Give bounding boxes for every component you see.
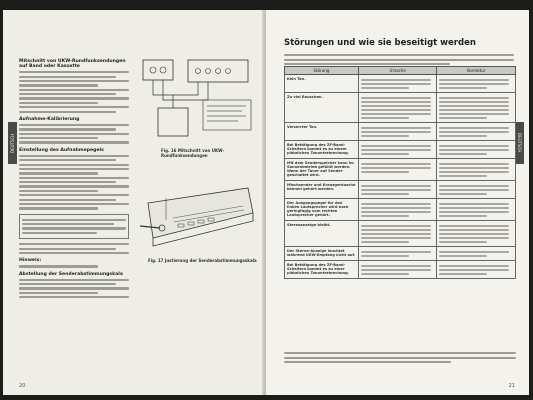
table-body	[285, 75, 516, 279]
symptom-cell	[285, 141, 359, 159]
text-line	[439, 237, 509, 239]
text-line	[439, 167, 509, 169]
fix-cell	[437, 159, 516, 181]
symptom-cell	[285, 75, 359, 93]
symptom-text: Verzerrter Ton.	[287, 124, 318, 129]
text-line	[439, 113, 509, 115]
text-line	[361, 167, 431, 169]
text-line	[19, 287, 129, 289]
connection-diagram	[138, 50, 258, 145]
text-line	[22, 219, 126, 221]
text-line	[361, 117, 409, 119]
text-line	[19, 292, 98, 294]
text-line	[19, 155, 129, 157]
header-stoerung: Störung	[285, 67, 359, 75]
language-tab-right: DEUTSCH	[515, 122, 524, 164]
table-row	[285, 123, 516, 141]
cause-cell	[358, 247, 437, 261]
table-row	[285, 199, 516, 221]
text-line	[439, 163, 509, 165]
text-line	[19, 283, 116, 285]
table-row	[285, 247, 516, 261]
left-text-column	[19, 55, 129, 301]
symptom-cell	[285, 221, 359, 247]
text-line	[19, 279, 129, 281]
callout-box	[203, 100, 251, 130]
cause-cell	[358, 75, 437, 93]
text-line	[19, 133, 129, 135]
text-line	[439, 273, 487, 275]
text-line	[439, 153, 487, 155]
text-line	[439, 135, 487, 137]
text-line	[361, 79, 431, 81]
symptom-text: Mit dem Senderspeicher kann im Sonnenbetrieb gefühlt werden. Wenn der Tuner auf Sender geschaltet wird.	[287, 160, 354, 178]
fix-cell	[437, 261, 516, 279]
heading-hinweis: Hinweis:	[19, 258, 42, 264]
text-line	[361, 113, 431, 115]
text-line	[19, 194, 129, 196]
table-row	[285, 75, 516, 93]
tuner-front-diagram	[138, 158, 258, 256]
text-line	[439, 127, 509, 129]
text-line	[361, 265, 431, 267]
symptom-text: Bei Betätigung des ZF-Band-Schalters kommt es zu einer plötzlichen Tonunterbrechung.	[287, 262, 350, 275]
note-box	[19, 214, 129, 240]
text-line	[439, 215, 487, 217]
page-number-right: 21	[508, 383, 515, 389]
text-line	[361, 97, 431, 99]
text-line	[439, 175, 487, 177]
text-line	[439, 225, 509, 227]
page-number-left: 20	[19, 383, 26, 389]
symptom-cell	[285, 261, 359, 279]
tape-deck-box	[158, 108, 188, 136]
text-line	[439, 149, 509, 151]
text-line	[361, 207, 431, 209]
text-line	[439, 87, 487, 89]
text-line	[19, 265, 98, 267]
table-row	[285, 141, 516, 159]
text-line	[284, 361, 451, 363]
symptom-text: Der Ausgangspegel für den linken Lautsprecher wird nach geringfügig vom rechten Lautsprecher gehört.	[287, 200, 349, 218]
text-line	[439, 105, 509, 107]
symptom-text: Stereoanzeige bleibt.	[287, 222, 331, 227]
text-line	[439, 193, 487, 195]
text-line	[19, 248, 116, 250]
text-line	[361, 255, 409, 257]
fix-cell	[437, 123, 516, 141]
text-line	[439, 241, 487, 243]
text-line	[19, 243, 129, 245]
text-line	[439, 211, 509, 213]
text-line	[22, 223, 114, 225]
heading-aufnahme: Aufnahme-Kalibrierung	[19, 116, 80, 122]
text-line	[361, 237, 431, 239]
text-line	[361, 185, 431, 187]
language-tab-left: DEUTSCH	[8, 122, 17, 164]
cause-cell	[358, 93, 437, 123]
text-line	[361, 211, 431, 213]
text-line	[19, 190, 98, 192]
figure-17-caption: Fig. 17 Justierung der Senderabstimmungsskala	[148, 258, 257, 263]
text-line	[361, 87, 409, 89]
text-line	[19, 84, 98, 86]
text-line	[19, 141, 129, 143]
text-line	[19, 111, 116, 113]
text-line	[19, 164, 129, 166]
text-line	[439, 171, 509, 173]
text-line	[361, 131, 431, 133]
text-line	[361, 189, 431, 191]
text-line	[284, 59, 514, 61]
text-line	[361, 269, 431, 271]
text-line	[22, 232, 97, 234]
text-line	[19, 137, 98, 139]
symptom-cell	[285, 123, 359, 141]
cause-cell	[358, 159, 437, 181]
fix-cell	[437, 75, 516, 93]
text-line	[19, 71, 129, 73]
text-line	[439, 269, 509, 271]
text-line	[439, 189, 509, 191]
text-line	[439, 207, 509, 209]
text-line	[19, 93, 116, 95]
text-line	[19, 76, 116, 78]
text-line	[19, 177, 129, 179]
text-line	[284, 352, 516, 354]
text-line	[284, 54, 514, 56]
text-line	[19, 181, 116, 183]
text-line	[19, 80, 129, 82]
text-line	[361, 153, 409, 155]
text-line	[361, 135, 409, 137]
fix-cell	[437, 93, 516, 123]
text-line	[439, 229, 509, 231]
table-header-row	[285, 67, 516, 75]
text-line	[19, 159, 116, 161]
text-line	[439, 185, 509, 187]
header-ursache: Ursache	[358, 67, 437, 75]
text-line	[361, 225, 431, 227]
text-line	[439, 233, 509, 235]
text-line	[361, 101, 431, 103]
text-line	[19, 128, 116, 130]
text-line	[361, 215, 409, 217]
text-line	[361, 229, 431, 231]
symptom-text: Bei Betätigung des ZF-Band-Schalters kommt es zu einem plötzlichen Tonunterbrechung.	[287, 142, 350, 155]
table-row	[285, 181, 516, 199]
text-line	[439, 97, 509, 99]
text-line	[19, 199, 116, 201]
text-line	[19, 89, 129, 91]
symptom-cell	[285, 159, 359, 181]
text-line	[361, 233, 431, 235]
text-line	[361, 149, 431, 151]
text-line	[19, 207, 98, 209]
text-line	[361, 273, 409, 275]
table-row	[285, 93, 516, 123]
text-line	[439, 83, 509, 85]
tuner-box	[143, 60, 173, 80]
text-line	[19, 296, 129, 298]
fix-cell	[437, 141, 516, 159]
text-line	[19, 168, 129, 170]
text-line	[19, 203, 129, 205]
text-line	[439, 255, 487, 257]
text-line	[439, 109, 509, 111]
text-line	[19, 172, 98, 174]
text-line	[361, 193, 409, 195]
text-line	[361, 241, 409, 243]
text-line	[439, 203, 509, 205]
text-line	[439, 251, 509, 253]
left-page	[3, 10, 266, 395]
symptom-text: Der Stereo-Anzeige leuchtet während UKW-Empfang nicht auf.	[287, 248, 356, 257]
symptom-text: Zu viel Rauschen.	[287, 94, 323, 99]
text-line	[361, 83, 431, 85]
figure-16-caption: Fig. 16 Mitschnitt von UKW-Rundfunksendungen	[161, 148, 224, 158]
text-line	[439, 117, 487, 119]
text-line	[19, 185, 129, 187]
text-line	[361, 105, 431, 107]
footer-paragraph	[284, 350, 516, 365]
cause-cell	[358, 221, 437, 247]
text-line	[439, 145, 509, 147]
cause-cell	[358, 181, 437, 199]
cause-cell	[358, 123, 437, 141]
text-line	[284, 63, 450, 65]
table-row	[285, 221, 516, 247]
symptom-cell	[285, 199, 359, 221]
text-line	[361, 251, 431, 253]
page-title: Störungen und wie sie beseitigt werden	[284, 38, 476, 48]
text-line	[19, 102, 98, 104]
table-row	[285, 159, 516, 181]
cause-cell	[358, 261, 437, 279]
symptom-cell	[285, 93, 359, 123]
text-line	[361, 163, 431, 165]
text-line	[19, 124, 129, 126]
text-line	[361, 203, 431, 205]
text-line	[19, 106, 129, 108]
fix-cell	[437, 181, 516, 199]
cause-cell	[358, 199, 437, 221]
fix-cell	[437, 221, 516, 247]
text-line	[439, 265, 509, 267]
text-line	[439, 101, 509, 103]
header-korrektur: Korrektur	[437, 67, 516, 75]
text-line	[19, 252, 129, 254]
text-line	[439, 131, 509, 133]
heading-einstellung: Einstellung des Aufnahmepegels	[19, 147, 104, 153]
text-line	[22, 227, 126, 229]
table-row	[285, 261, 516, 279]
right-page	[266, 10, 529, 395]
symptom-text: Kein Ton.	[287, 76, 306, 81]
fix-cell	[437, 199, 516, 221]
text-line	[361, 127, 431, 129]
symptom-cell	[285, 247, 359, 261]
text-line	[361, 109, 431, 111]
text-line	[19, 97, 129, 99]
heading-mitschnitt: Mitschnitt von UKW-Rundfunksendungen auf Band oder Kassette	[19, 59, 126, 69]
text-line	[439, 79, 509, 81]
symptom-text: Mischsender und Kreuzgeräusche können gehört werden.	[287, 182, 356, 191]
heading-abstellung: Abstellung der Senderabstimmungskala	[19, 271, 123, 277]
troubleshooting-table	[284, 66, 516, 279]
text-line	[361, 145, 431, 147]
text-line	[284, 357, 516, 359]
cause-cell	[358, 141, 437, 159]
text-line	[361, 171, 409, 173]
amplifier-box	[188, 60, 248, 82]
fix-cell	[437, 247, 516, 261]
symptom-cell	[285, 181, 359, 199]
